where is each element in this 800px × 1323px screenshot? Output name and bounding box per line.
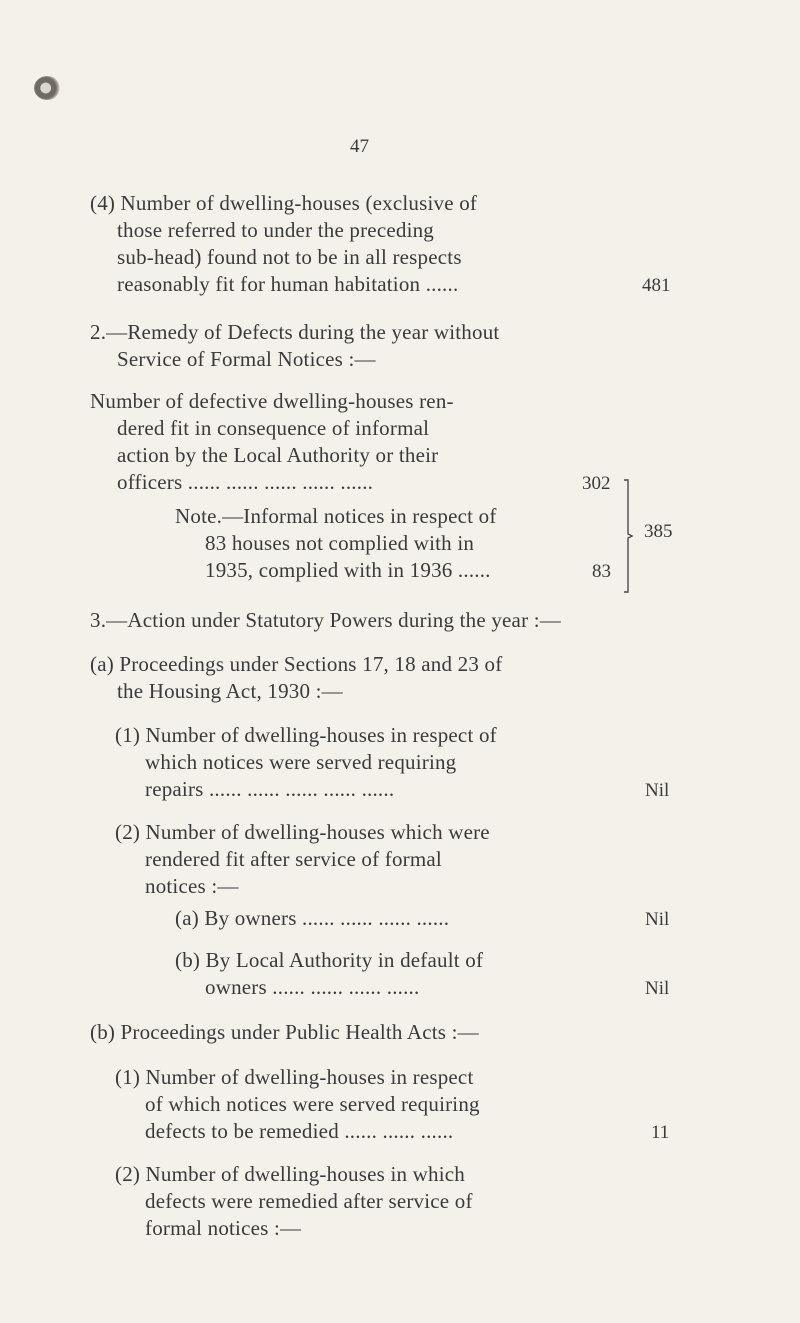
section2-total-value: 385 [644, 521, 673, 542]
section3-b1-line-3: defects to be remedied ...... ...... ...... [145, 1119, 454, 1143]
section2-note-value: 83 [592, 561, 611, 582]
section2-heading-line-1: 2.—Remedy of Defects during the year without [90, 320, 500, 344]
section2-note-line-2: 83 houses not complied with in [205, 531, 475, 555]
section2-body-line-2: dered fit in consequence of informal [117, 416, 430, 440]
section3-a2-line-2: rendered fit after service of formal [145, 847, 442, 871]
section3-a2b-value: Nil [645, 978, 670, 999]
section3-a2-line-3: notices :— [145, 874, 239, 898]
section2-body-line-4: officers ...... ...... ...... ...... ...... [117, 470, 374, 494]
section3-b2-line-1: (2) Number of dwelling-houses in which [115, 1162, 465, 1186]
item4-line-2: those referred to under the preceding [117, 218, 435, 242]
section3-a-heading-line-1: (a) Proceedings under Sections 17, 18 and 23 of [90, 652, 503, 676]
section3-a2a-line: (a) By owners ...... ...... ...... ...... [175, 906, 450, 930]
section3-a1-line-3: repairs ...... ...... ...... ...... ...... [145, 777, 395, 801]
section3-heading: 3.—Action under Statutory Powers during the year :— [90, 608, 561, 632]
section2-officers-value: 302 [582, 473, 611, 494]
section3-a2b-line-2: owners ...... ...... ...... ...... [205, 975, 420, 999]
section3-a1-value: Nil [645, 780, 670, 801]
section2-body-line-3: action by the Local Authority or their [117, 443, 439, 467]
section3-a1-line-2: which notices were served requiring [145, 750, 457, 774]
grouping-brace [622, 478, 636, 594]
item4-line-3: sub-head) found not to be in all respects [117, 245, 462, 269]
item4-line-1: (4) Number of dwelling-houses (exclusive of [90, 191, 478, 215]
section3-a-heading-line-2: the Housing Act, 1930 :— [117, 679, 343, 703]
section3-b1-line-1: (1) Number of dwelling-houses in respect [115, 1065, 474, 1089]
item4-line-4: reasonably fit for human habitation ...... [117, 272, 459, 296]
section2-heading-line-2: Service of Formal Notices :— [117, 347, 376, 371]
section3-a2b-line-1: (b) By Local Authority in default of [175, 948, 484, 972]
section2-note-line-1: Note.—Informal notices in respect of [175, 504, 497, 528]
section3-b-heading: (b) Proceedings under Public Health Acts :— [90, 1020, 479, 1044]
section3-b1-value: 11 [651, 1122, 670, 1143]
section3-a2-line-1: (2) Number of dwelling-houses which were [115, 820, 490, 844]
section2-body-line-1: Number of defective dwelling-houses ren- [90, 389, 454, 413]
ink-blot-mark [34, 76, 60, 100]
section3-a2a-value: Nil [645, 909, 670, 930]
section3-b2-line-2: defects were remedied after service of [145, 1189, 473, 1213]
section3-a1-line-1: (1) Number of dwelling-houses in respect of [115, 723, 497, 747]
section3-b2-line-3: formal notices :— [145, 1216, 302, 1240]
section3-b1-line-2: of which notices were served requiring [145, 1092, 480, 1116]
page-number: 47 [350, 136, 369, 157]
item4-value: 481 [642, 275, 671, 296]
section2-note-line-3: 1935, complied with in 1936 ...... [205, 558, 491, 582]
